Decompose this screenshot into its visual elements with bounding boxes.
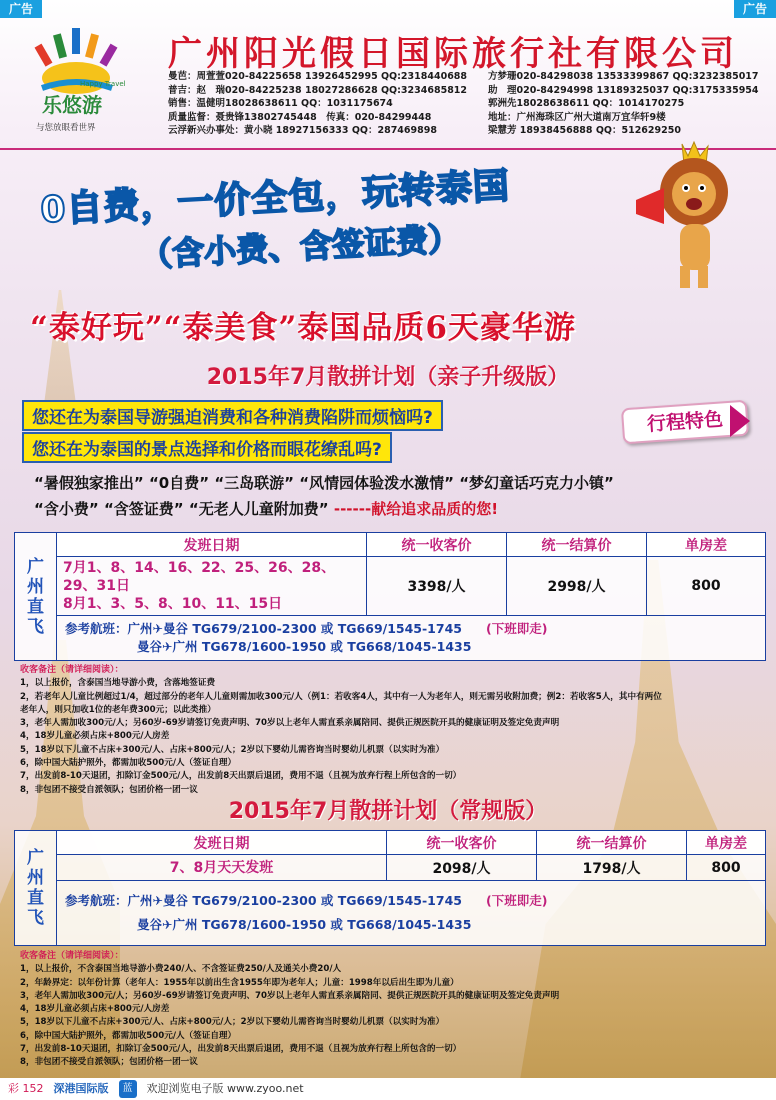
flight-outbound: 广州✈曼谷 TG679/2100-2300 或 TG669/1545-1745	[127, 893, 462, 908]
side-label: 广州直飞	[15, 533, 57, 661]
contact-entry: 郭洲先18028638611 QQ：1014170275	[488, 98, 685, 110]
page-footer	[0, 1078, 776, 1100]
dates-line: 29、31日	[63, 578, 130, 594]
flight-return: 曼谷✈广州 TG678/1600-1950 或 TG668/1045-1435	[137, 639, 472, 654]
plan2-flights	[57, 881, 766, 946]
svg-text:与您放眼看世界: 与您放眼看世界	[36, 123, 96, 133]
note-item: 4，18岁儿童必须占床+800元/人房差	[20, 731, 170, 742]
contact-row	[168, 84, 768, 98]
contact-list	[168, 70, 768, 138]
slogan-line-1: 0自费，一价全包，玩转泰国	[39, 165, 511, 232]
note-item: 3，老年人需加收300元/人；另60岁-69岁请签订免责声明、70岁以上老年人需直系亲属陪同、提供正规医院开具的健康证明及签定免责声明	[20, 990, 560, 1001]
plan1-dates	[57, 557, 367, 616]
dates-line: 7月1、8、14、16、22、25、26、28、	[63, 560, 336, 576]
table-header-row	[15, 831, 766, 855]
flight-outbound: 广州✈曼谷 TG679/2100-2300 或 TG669/1545-1745	[127, 621, 462, 636]
contact-row	[168, 70, 768, 84]
plan1-settle-price: 2998/人	[507, 557, 647, 616]
side-label: 广州直飞	[15, 831, 57, 946]
note-item: 5，18岁以下儿童不占床+300元/人、占床+800元/人；2岁以下婴幼儿需咨询当时婴幼儿机票（以实时为准）	[20, 1017, 445, 1028]
flight-row	[15, 616, 766, 661]
note-item: 2，年龄界定：以年份计算（老年人：1955年以前出生含1955年即为老年人；儿童：1998年以后出生即为儿童）	[20, 977, 459, 988]
flight-label: 参考航班：	[65, 621, 128, 636]
tags-line-2	[34, 498, 754, 519]
header-retail: 统一收客价	[387, 831, 537, 855]
note-item: 3，老年人需加收300元/人；另60岁-69岁请签订免责声明、70岁以上老年人需直系亲属陪同、提供正规医院开具的健康证明及签定免责声明	[20, 718, 560, 729]
slogan-line-2: （含小费、含签证费）	[139, 219, 461, 275]
note-item: 5，18岁以下儿童不占床+300元/人、占床+800元/人；2岁以下婴幼儿需咨询当时婴幼儿机票（以实时为准）	[20, 744, 445, 755]
flight-note: (下班即走)	[485, 621, 548, 636]
tags-line-2-dedication: ------献给追求品质的您!	[333, 500, 499, 518]
svg-text:乐悠游: 乐悠游	[42, 93, 102, 117]
note-item: 1，以上报价，不含泰国当地导游小费240/人、不含签证费250/人及通关小费20/人	[20, 964, 342, 975]
page-number: 彩 152	[8, 1082, 44, 1095]
ad-label-left: 广告	[0, 0, 42, 18]
contact-row	[168, 111, 768, 125]
flight-return: 曼谷✈广州 TG678/1600-1950 或 TG668/1045-1435	[137, 917, 472, 932]
contact-row	[168, 97, 768, 111]
plan2-notes	[20, 950, 764, 1070]
table-row	[15, 557, 766, 616]
plan2-settle-price: 1798/人	[537, 855, 687, 881]
contact-entry: 助 理020-84294998 13189325037 QQ:3175335954	[488, 84, 759, 96]
contact-entry: 质量监督：聂贵锋13802745448 传真：020-84299448	[168, 111, 432, 123]
feature-arrow-icon	[730, 405, 750, 437]
plan2-title: 2015年7月散拼计划（常规版）	[228, 799, 548, 824]
note-item: 6，除中国大陆护照外，都需加收500元/人（签证自理）	[20, 1030, 237, 1041]
contact-entry: 梁慧芳 18938456888 QQ：512629250	[488, 125, 681, 137]
header-date: 发班日期	[57, 831, 387, 855]
company-title: 广州阳光假日国际旅行社有限公司	[168, 34, 738, 74]
contact-entry: 方梦珊020-84298038 13533399867 QQ:3232385017	[488, 71, 759, 82]
svg-text:Happy Travel: Happy Travel	[80, 80, 126, 88]
plan1-notes	[20, 664, 764, 797]
notes-header: 收客备注（请详细阅读）：	[20, 665, 124, 675]
table-header-row	[15, 533, 766, 557]
plan2-table	[14, 830, 766, 946]
header-settle: 统一结算价	[507, 533, 647, 557]
dates-line: 8月1、3、5、8、10、11、15日	[63, 596, 283, 612]
contact-entry: 地址：广州海珠区广州大道南万宜华轩9楼	[488, 111, 666, 123]
plan1-table	[14, 532, 766, 661]
contact-row	[168, 124, 768, 138]
question-1: 您还在为泰国导游强迫消费和各种消费陷阱而烦恼吗?	[22, 400, 443, 431]
note-item: 2，若老年人儿童比例超过1/4，超过部分的老年人儿童则需加收300元/人（例1：若收客4人，其中有一人为老年人，则无需另收附加费；例2：若收客5人，其中有两位	[20, 691, 662, 702]
note-item: 1，以上报价，含泰国当地导游小费，含落地签证费	[20, 678, 216, 689]
table-row	[15, 855, 766, 881]
company-logo	[22, 26, 152, 146]
header-single: 单房差	[687, 831, 766, 855]
note-item: 7，出发前8-10天退团，扣除订金500元/人，出发前8天出票后退团，费用不退（且视为放弃行程上所包含的一切）	[20, 771, 462, 782]
note-item: 7，出发前8-10天退团，扣除订金500元/人，出发前8天出票后退团，费用不退（且视为放弃行程上所包含的一切）	[20, 1044, 462, 1055]
tour-headline: “泰好玩”“泰美食”泰国品质6天豪华游	[30, 310, 576, 346]
contact-entry: 普吉：赵 瑞020-84225238 18027286628 QQ:3234685812	[168, 84, 468, 96]
header-settle: 统一结算价	[537, 831, 687, 855]
plan1-title: 2015年7月散拼计划（亲子升级版）	[206, 365, 570, 390]
question-2: 您还在为泰国的景点选择和价格而眼花缭乱吗?	[22, 432, 392, 463]
notes-header: 收客备注（请详细阅读）：	[20, 951, 124, 961]
note-item: 6，除中国大陆护照外，都需加收500元/人（签证自理）	[20, 758, 237, 769]
contact-entry: 曼芭：周萱萱020-84225658 13926452995 QQ:2318440688	[168, 71, 468, 82]
plan2-retail-price: 2098/人	[387, 855, 537, 881]
contact-entry: 云浮新兴办事处：黄小晓 18927156333 QQ：287469898	[168, 125, 437, 137]
flight-label: 参考航班：	[65, 893, 128, 908]
tags-line-2-text: “含小费” “含签证费” “无老人儿童附加费”	[34, 500, 329, 518]
contact-entry: 销售：温健明18028638611 QQ：1031175674	[168, 98, 393, 110]
note-item: 4，18岁儿童必须占床+800元/人房差	[20, 1004, 170, 1015]
note-item: 老年人，则只加收1位的老年费300元；以此类推）	[20, 704, 216, 715]
header-single: 单房差	[647, 533, 766, 557]
flight-note: (下班即走)	[485, 893, 548, 908]
flight-row	[15, 881, 766, 946]
plan1-single-supplement: 800	[647, 557, 766, 616]
tags-line-1: “暑假独家推出” “0自费” “三岛联游” “风情园体验泼水激情” “梦幻童话巧克力小镇”	[34, 474, 614, 492]
note-item: 8，非包团不接受自派领队；包团价格一团一议	[20, 784, 198, 795]
magazine-icon: 蓝	[119, 1080, 137, 1098]
header-date: 发班日期	[57, 533, 367, 557]
feature-badge: 行程特色	[621, 400, 749, 445]
plan2-single-supplement: 800	[687, 855, 766, 881]
plan1-retail-price: 3398/人	[367, 557, 507, 616]
lion-mascot-illustration	[630, 140, 750, 300]
plan2-dates: 7、8月天天发班	[57, 855, 387, 881]
footer-text: 欢迎浏览电子版 www.zyoo.net	[146, 1082, 304, 1095]
plan1-flights	[57, 616, 766, 661]
footer-brand: 深港国际版	[53, 1082, 109, 1095]
note-item: 8，非包团不接受自派领队；包团价格一团一议	[20, 1057, 198, 1068]
sun-rays-icon	[35, 28, 118, 67]
header-retail: 统一收客价	[367, 533, 507, 557]
ad-label-right: 广告	[734, 0, 776, 18]
